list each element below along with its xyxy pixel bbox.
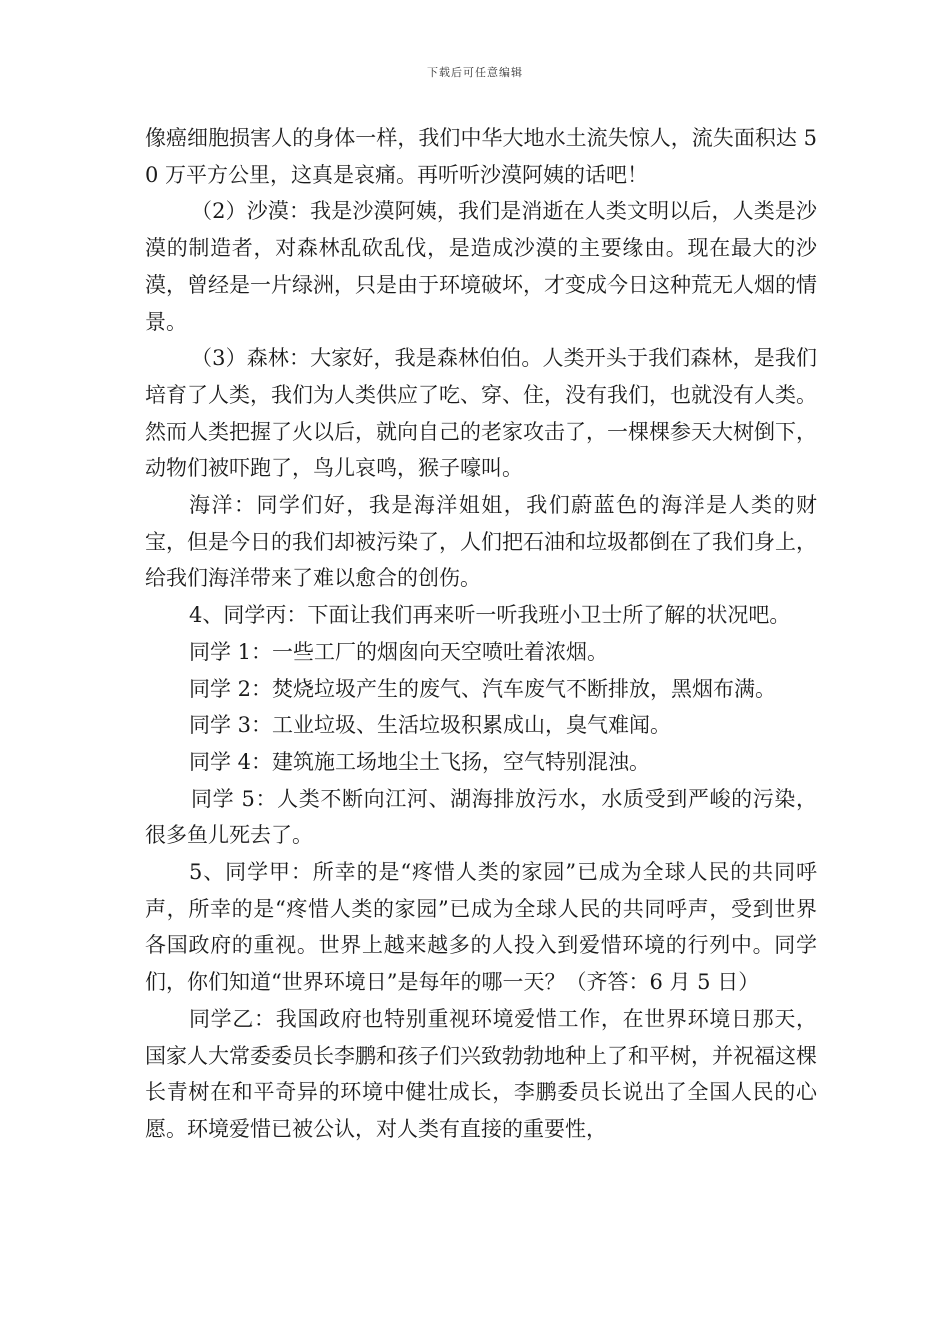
paragraph-forest: （3）森林：大家好，我是森林伯伯。人类开头于我们森林，是我们培育了人类，我们为人类供应了吃、穿、住，没有我们，也就没有人类。然而人类把握了火以后，就向自己的老家攻击了，一棵棵参天大树倒下，动物们被吓跑了，鸟儿哀鸣，猴子嚎叫。 (145, 346, 817, 481)
paragraph-student-2: 同学 2：焚烧垃圾产生的废气、汽车废气不断排放，黑烟布满。 (189, 676, 777, 701)
paragraph-desert: （2）沙漠：我是沙漠阿姨，我们是消逝在人类文明以后，人类是沙漠的制造者，对森林乱砍乱伐，是造成沙漠的主要缘由。现在最大的沙漠，曾经是一片绿洲，只是由于环境破坏，才变成今日这种荒无人烟的情景。 (145, 199, 817, 334)
document-body (145, 120, 817, 1148)
paragraph-student-3: 同学 3：工业垃圾、生活垃圾积累成山，臭气难闻。 (189, 713, 672, 738)
paragraph-soil-erosion: 像癌细胞损害人的身体一样，我们中华大地水土流失惊人，流失面积达 50 万平方公里，这真是哀痛。再听听沙漠阿姨的话吧！ (145, 126, 817, 187)
paragraph-student-yi: 同学乙：我国政府也特别重视环境爱惜工作，在世界环境日那天，国家人大常委委员长李鹏和孩子们兴致勃勃地种上了和平树，并祝福这棵长青树在和平奇异的环境中健壮成长，李鹏委员长说出了全国人民的心愿。环境爱惜已被公认，对人类有直接的重要性， (145, 1006, 817, 1141)
paragraph-student-4: 同学 4：建筑施工场地尘土飞扬，空气特别混浊。 (189, 749, 651, 774)
page-header: 下载后可任意编辑 (427, 66, 523, 79)
paragraph-student-5: 同学 5：人类不断向江河、湖海排放污水，水质受到严峻的污染，很多鱼儿死去了。 (145, 786, 817, 848)
paragraph-ocean: 海洋：同学们好，我是海洋姐姐，我们蔚蓝色的海洋是人类的财宝，但是今日的我们却被污染了，人们把石油和垃圾都倒在了我们身上，给我们海洋带来了难以愈合的创伤。 (145, 493, 817, 591)
paragraph-student-jia: 5、同学甲：所幸的是“疼惜人类的家园”已成为全球人民的共同呼声，所幸的是“疼惜人类的家园”已成为全球人民的共同呼声，受到世界各国政府的重视。世界上越来越多的人投入到爱惜环境的行列中。同学们，你们知道“世界环境日”是每年的哪一天？（齐答：6 月 5 日） (145, 860, 817, 995)
paragraph-student-1: 同学 1：一些工厂的烟囱向天空喷吐着浓烟。 (189, 639, 609, 664)
paragraph-student-bing: 4、同学丙：下面让我们再来听一听我班小卫士所了解的状况吧。 (189, 603, 791, 628)
